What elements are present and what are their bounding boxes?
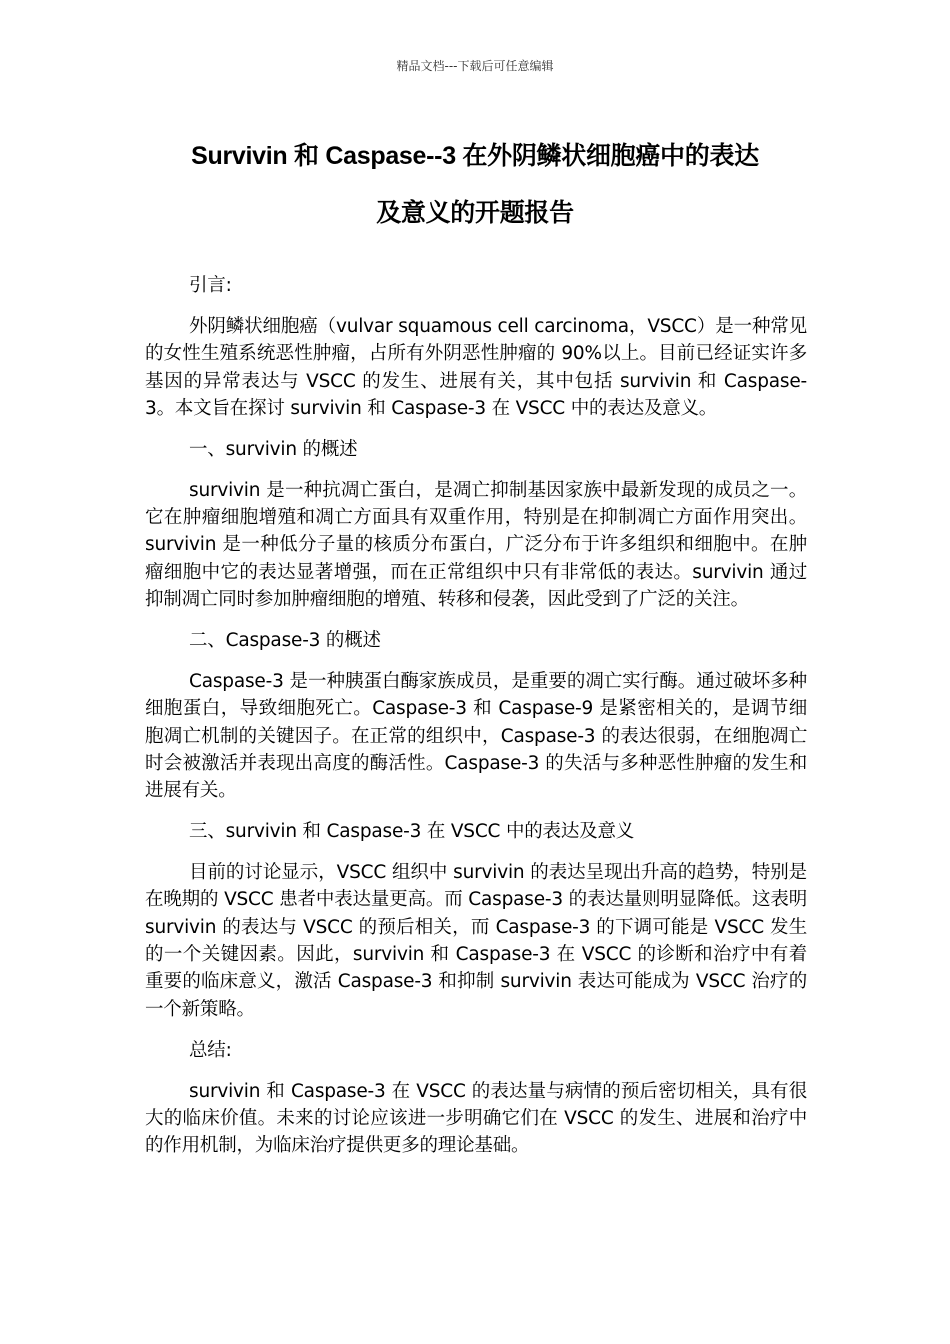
summary-paragraph: survivin 和 Caspase-3 在 VSCC 的表达量与病情的预后密切相关，具有很大的临床价值。未来的讨论应该进一步明确它们在 VSCC 的发生、进展和治疗中的作用机制，为临床治疗提供更多的理论基础。 <box>145 1080 807 1157</box>
section-2-heading: 二、Caspase-3 的概述 <box>189 630 381 652</box>
section-1-heading: 一、survivin 的概述 <box>189 438 358 460</box>
section-3-heading: 三、survivin 和 Caspase-3 在 VSCC 中的表达及意义 <box>189 821 635 843</box>
intro-paragraph: 外阴鳞状细胞癌（vulvar squamous cell carcinoma，VSCC）是一种常见的女性生殖系统恶性肿瘤，占所有外阴恶性肿瘤的 90%以上。目前已经证实许多基因的异常表达与 VSCC 的发生、进展有关，其中包括 survivin 和 Caspase-3。本文旨在探讨 survivin 和 Caspase-3 在 VSCC 中的表达及意义。 <box>145 315 807 419</box>
summary-heading: 总结: <box>189 1039 232 1061</box>
section-1-paragraph: survivin 是一种抗凋亡蛋白，是凋亡抑制基因家族中最新发现的成员之一。它在肿瘤细胞增殖和凋亡方面具有双重作用，特别是在抑制凋亡方面作用突出。survivin 是一种低分子量的核质分布蛋白，广泛分布于许多组织和细胞中。在肿瘤细胞中它的表达显著增强，而在正常组织中只有非常低的表达。survivin 通过抑制凋亡同时参加肿瘤细胞的增殖、转移和侵袭，因此受到了广泛的关注。 <box>145 479 807 611</box>
document-title-line-1: Survivin 和 Caspase--3 在外阴鳞状细胞癌中的表达 <box>191 142 759 170</box>
section-2-paragraph: Caspase-3 是一种胰蛋白酶家族成员，是重要的凋亡实行酶。通过破坏多种细胞蛋白，导致细胞死亡。Caspase-3 和 Caspase-9 是紧密相关的，是调节细胞凋亡机制的关键因子。在正常的组织中，Caspase-3 的表达很弱，在细胞凋亡时会被激活并表现出高度的酶活性。Caspase-3 的失活与多种恶性肿瘤的发生和进展有关。 <box>145 671 807 802</box>
intro-heading: 引言: <box>189 275 232 296</box>
page-header-note: 精品文档---下载后可任意编辑 <box>396 59 554 73</box>
section-3-paragraph: 目前的讨论显示，VSCC 组织中 survivin 的表达呈现出升高的趋势，特别是在晚期的 VSCC 患者中表达量更高。而 Caspase-3 的表达量则明显降低。这表明 survivin 的表达与 VSCC 的预后相关，而 Caspase-3 的下调可能是 VSCC 发生的一个关键因素。因此，survivin 和 Caspase-3 在 VSCC 的诊断和治疗中有着重要的临床意义，激活 Caspase-3 和抑制 survivin 表达可能成为 VSCC 治疗的一个新策略。 <box>145 862 807 1020</box>
document-title-line-2: 及意义的开题报告 <box>376 199 574 227</box>
document-body <box>145 272 807 1173</box>
